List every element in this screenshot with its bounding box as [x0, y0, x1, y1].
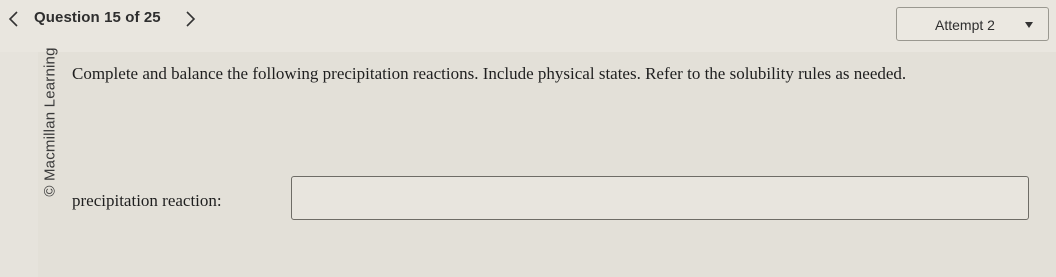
precipitation-reaction-input[interactable]: [291, 176, 1029, 220]
attempt-selected-value: Attempt 2: [935, 17, 995, 33]
chevron-left-icon: [4, 8, 24, 30]
copyright-credit: © Macmillan Learning: [41, 47, 59, 197]
caret-down-icon: [1024, 21, 1034, 29]
question-prompt: Complete and balance the following precipitation reactions. Include physical states. Refer to the solubility rules as needed.: [72, 64, 907, 83]
next-question-button[interactable]: [180, 8, 200, 30]
attempt-selector[interactable]: [896, 7, 1049, 41]
previous-question-button[interactable]: [4, 8, 24, 30]
chevron-right-icon: [180, 8, 200, 30]
answer-label: precipitation reaction:: [72, 191, 222, 210]
question-header: [0, 0, 1056, 52]
question-counter: Question 15 of 25: [34, 9, 161, 26]
question-panel: [38, 52, 1056, 277]
